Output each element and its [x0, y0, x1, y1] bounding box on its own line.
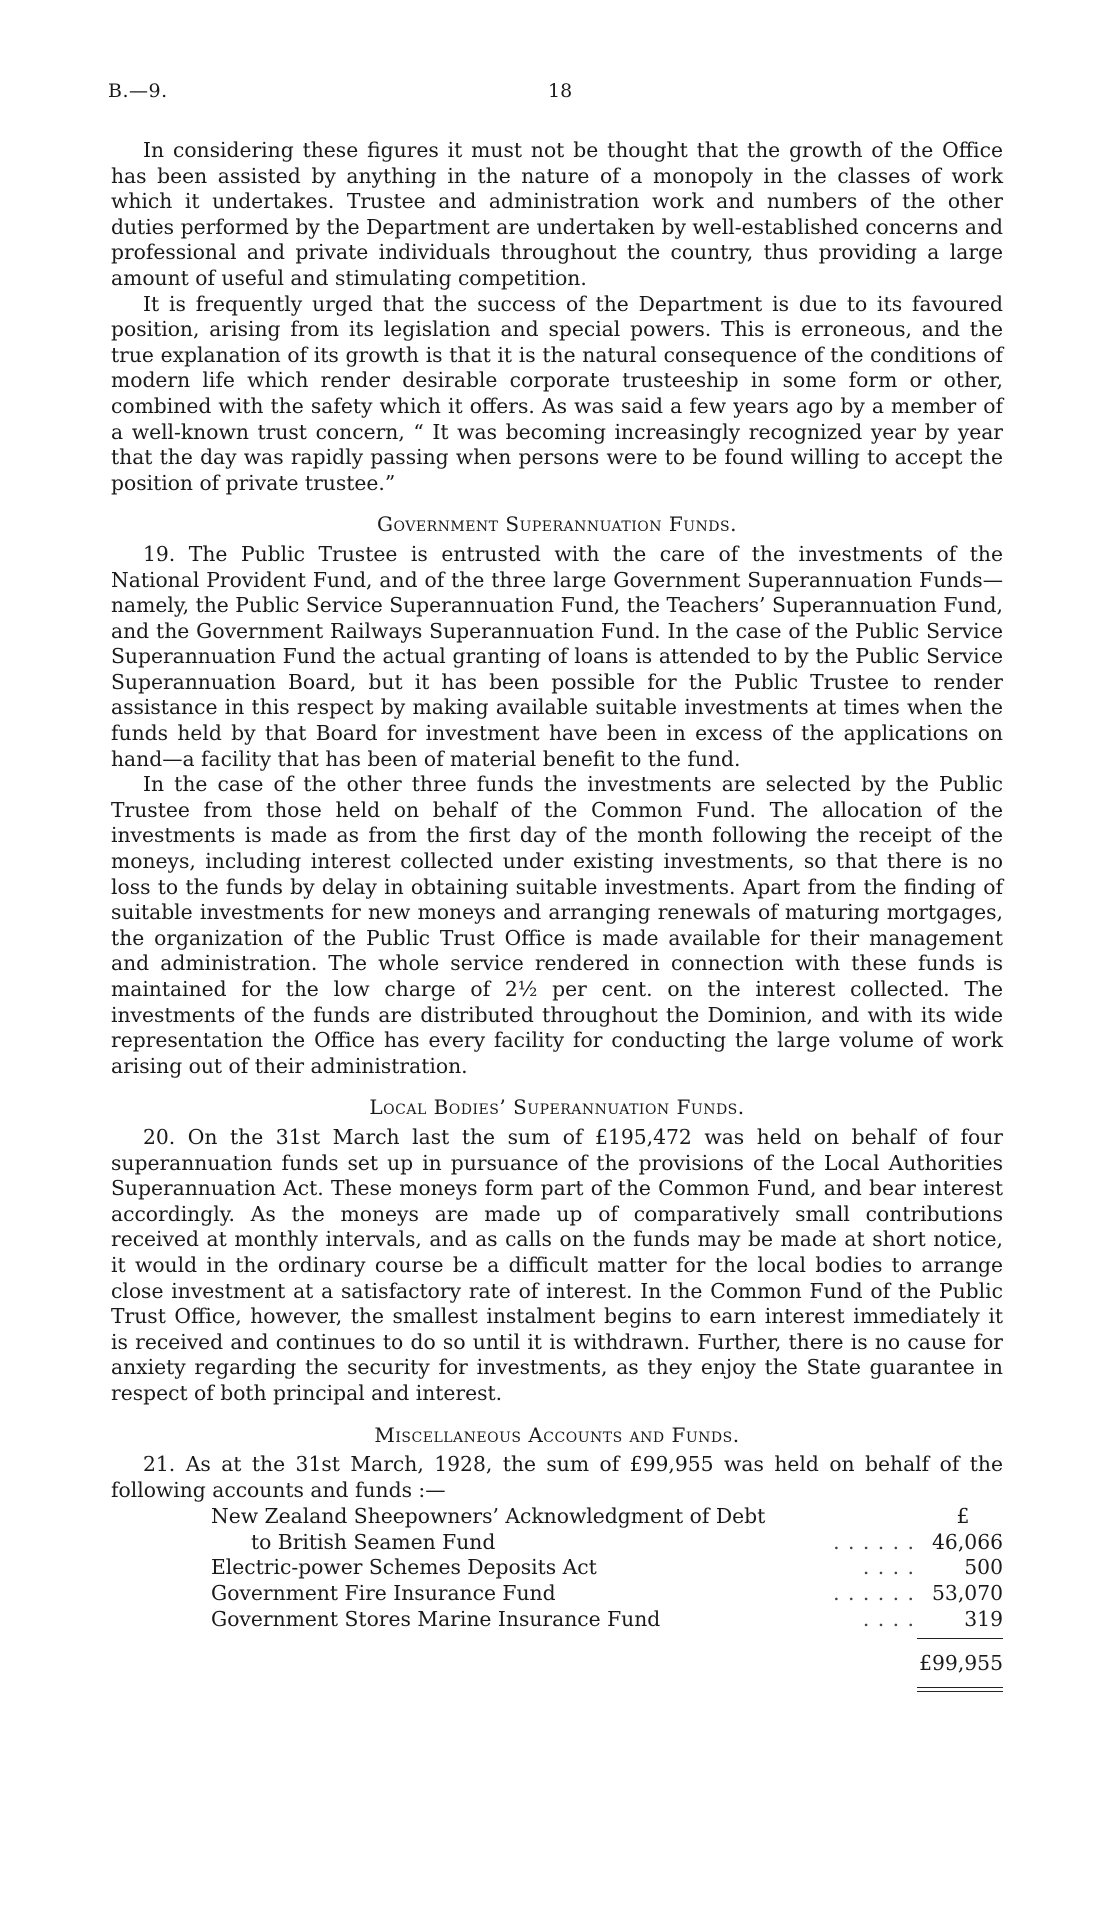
account-amount: 500 [964, 1555, 1003, 1580]
account-row [211, 1607, 1003, 1633]
total-amount: £99,955 [917, 1638, 1003, 1677]
account-name-continued: to British Seamen Fund [251, 1529, 496, 1554]
accounts-table [211, 1504, 1003, 1695]
page-reference: B.—9. [108, 80, 168, 102]
section-20-paragraph-1: 20. On the 31st March last the sum of £195,472 was held on behalf of four superannuation funds set up in pursuance of the provisions of the Local Authorities Superannuation Act. These moneys form part of the Common Fund, and bear interest accordingly. As the moneys are made up of comparatively small contributions received at monthly intervals, and as calls on the funds may be made at short notice, it would in the ordinary course be a difficult matter for the local bodies to arrange close investment at a satisfactory rate of interest. In the Common Fund of the Public Trust Office, however, the smallest instalment begins to earn interest immediately it is received and continues to do so until it is withdrawn. Further, there is no cause for anxiety regarding the security for investments, as they enjoy the State guarantee in respect of both principal and interest. [111, 1124, 1003, 1405]
leader-dots: . . . . [862, 1606, 915, 1631]
leader-dots: . . . . [862, 1555, 915, 1580]
currency-header: £ [956, 1504, 970, 1529]
total-row [211, 1638, 1003, 1677]
double-rule [917, 1687, 1003, 1695]
section-19-paragraph-1: 19. The Public Trustee is entrusted with the care of the investments of the National Provident Fund, and of the three large Government Superannuation Funds—namely, the Public Service Superannuation Fund, the Teachers’ Superannuation Fund, and the Government Railways Superannuation Fund. In the case of the Public Service Superannuation Fund the actual granting of loans is attended to by the Public Service Superannuation Board, but it has been possible for the Public Trustee to render assistance in this respect by making available suitable investments at times when the funds held by that Board for investment have been in excess of the applications on hand—a facility that has been of material benefit to the fund. [111, 541, 1003, 771]
section-20-heading: Local Bodies’ Superannuation Funds. [369, 1095, 745, 1120]
account-amount: 319 [964, 1606, 1003, 1631]
account-row [211, 1530, 1003, 1556]
account-row [211, 1504, 1003, 1530]
account-name: New Zealand Sheepowners’ Acknowledgment of Debt [211, 1504, 766, 1529]
account-amount: 46,066 [932, 1529, 1003, 1554]
intro-paragraph-2: It is frequently urged that the success of the Department is due to its favoured position, arising from its legislation and special powers. This is erroneous, and the true explanation of its growth is that it is the natural consequence of the conditions of modern life which render desirable corporate trusteeship in some form or other, combined with the safety which it offers. As was said a few years ago by a member of a well-known trust concern, “ It was becoming increasingly recognized year by year that the day was rapidly passing when persons were to be found willing to accept the position of private trustee.” [111, 291, 1003, 495]
document-body [111, 138, 1003, 1695]
intro-paragraph-1: In considering these figures it must not be thought that the growth of the Office has been assisted by anything in the nature of a monopoly in the classes of work which it undertakes. Trustee and administration work and numbers of the other duties performed by the Department are undertaken by well-established concerns and professional and private individuals throughout the country, thus providing a large amount of useful and stimulating competition. [111, 138, 1003, 290]
account-row [211, 1581, 1003, 1607]
account-row [211, 1555, 1003, 1581]
account-amount: 53,070 [932, 1581, 1003, 1606]
account-name: Government Stores Marine Insurance Fund [211, 1606, 661, 1631]
account-name: Government Fire Insurance Fund [211, 1581, 556, 1606]
section-19-heading: Government Superannuation Funds. [377, 512, 737, 537]
leader-dots: . . . . . . [833, 1581, 915, 1606]
account-name: Electric-power Schemes Deposits Act [211, 1555, 597, 1580]
section-19-paragraph-2: In the case of the other three funds the investments are selected by the Public Trustee from those held on behalf of the Common Fund. The allocation of the investments is made as from the first day of the month following the receipt of the moneys, including interest collected under existing investments, so that there is no loss to the funds by delay in obtaining suitable investments. Apart from the finding of suitable investments for new moneys and arranging renewals of maturing mortgages, the organization of the Public Trust Office is made available for their management and administration. The whole service rendered in connection with these funds is maintained for the low charge of 2½ per cent. on the interest collected. The investments of the funds are distributed throughout the Dominion, and with its wide representation the Office has every facility for conducting the large volume of work arising out of their administration. [111, 772, 1003, 1078]
section-21-heading: Miscellaneous Accounts and Funds. [374, 1422, 740, 1447]
section-21-paragraph-1: 21. As at the 31st March, 1928, the sum of £99,955 was held on behalf of the following accounts and funds :— [111, 1452, 1003, 1502]
page-number: 18 [548, 80, 573, 102]
leader-dots: . . . . . . [833, 1529, 915, 1554]
